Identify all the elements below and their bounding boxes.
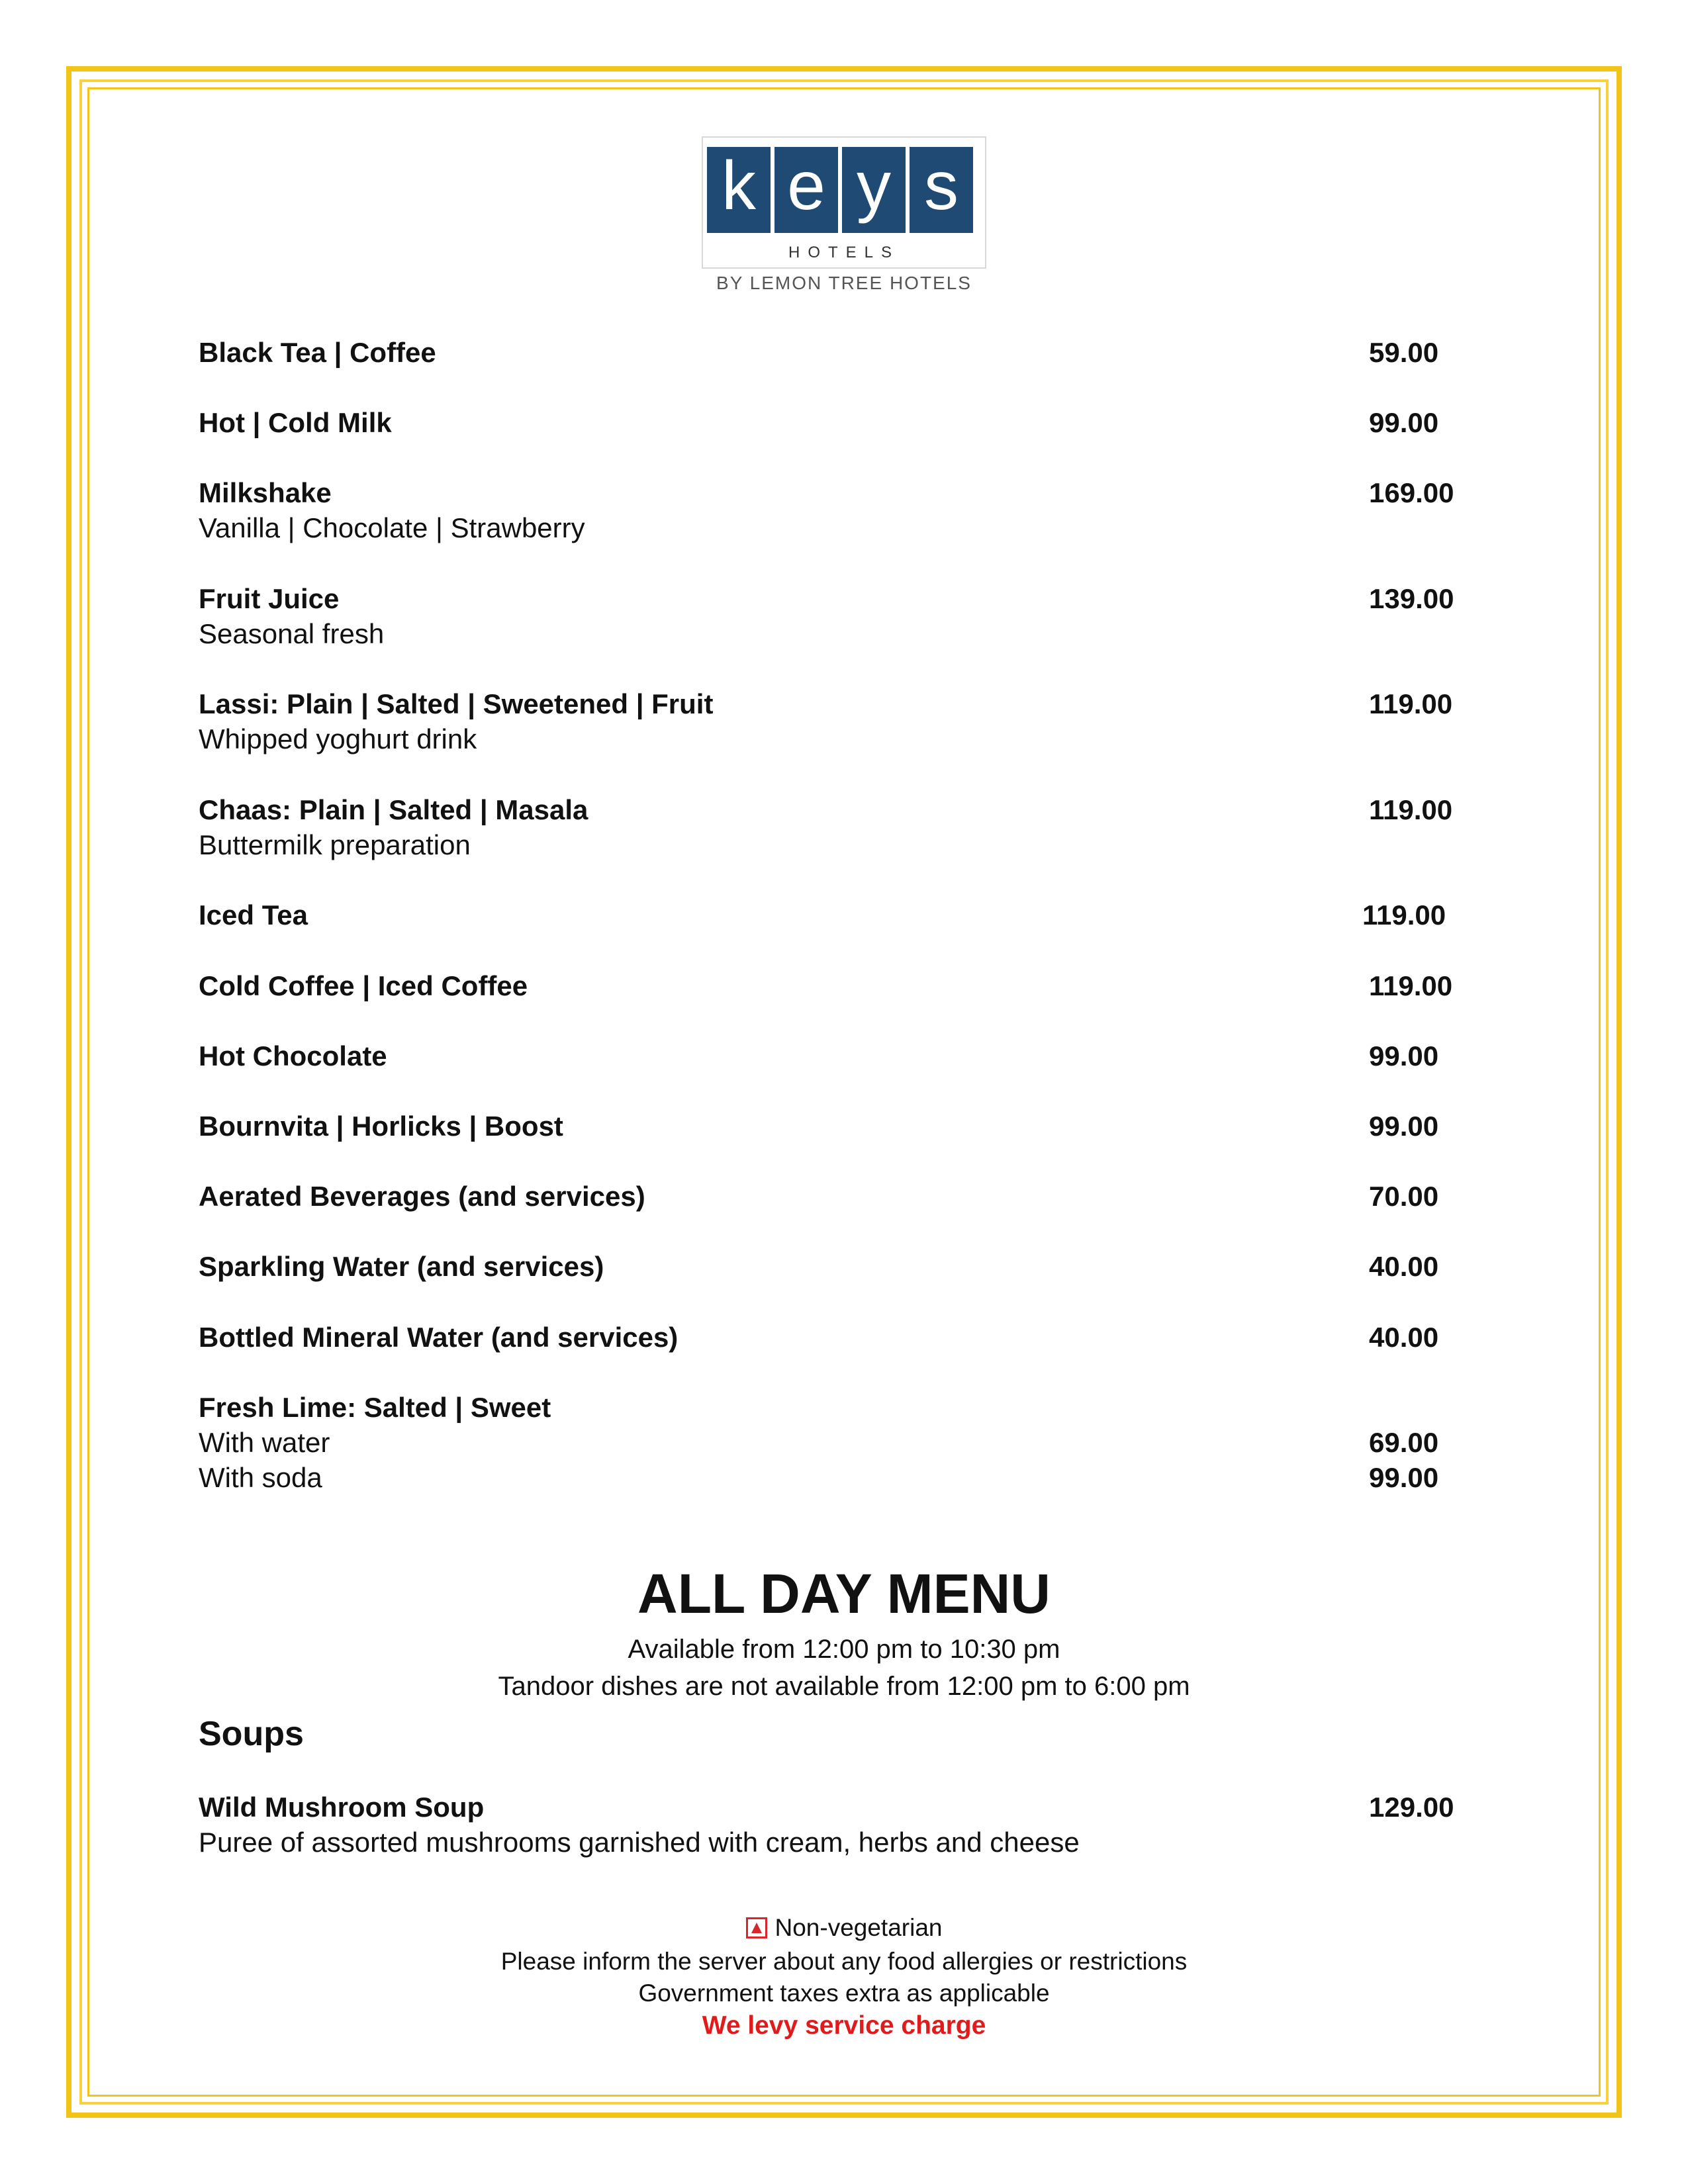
item-name: Sparkling Water (and services) (199, 1251, 604, 1282)
non-vegetarian-icon (746, 1917, 767, 1938)
menu-item (199, 1038, 1470, 1073)
item-option-label: With water (199, 1427, 330, 1458)
menu-item (199, 1390, 1470, 1495)
item-option-label: With soda (199, 1462, 322, 1493)
legend-label: Non-vegetarian (774, 1914, 943, 1941)
logo-letter-y: y (842, 147, 906, 233)
keys-hotels-logo (702, 136, 986, 269)
item-price: 169.00 (1369, 477, 1454, 508)
item-name: Fresh Lime: Salted | Sweet (199, 1392, 551, 1423)
menu-item (199, 335, 1470, 370)
availability-note: Available from 12:00 pm to 10:30 pm (628, 1635, 1060, 1664)
legend-line (0, 1914, 1688, 1942)
item-price: 119.00 (1369, 794, 1453, 825)
tax-note: Government taxes extra as applicable (638, 1979, 1050, 2007)
item-option-price: 99.00 (1369, 1462, 1439, 1493)
item-name: Iced Tea (199, 899, 308, 931)
item-name: Black Tea | Coffee (199, 337, 436, 368)
logo-letter-s: s (910, 147, 973, 233)
logo-by-line: BY LEMON TREE HOTELS (716, 273, 972, 293)
logo-hotels-text: HOTELS (788, 244, 900, 261)
logo-letter-e: e (774, 147, 838, 233)
menu-item (199, 792, 1470, 862)
item-name: Hot | Cold Milk (199, 407, 392, 438)
item-description: Whipped yoghurt drink (199, 723, 477, 754)
menu-item (199, 581, 1470, 651)
item-name: Chaas: Plain | Salted | Masala (199, 794, 588, 825)
item-price: 129.00 (1369, 1792, 1454, 1823)
item-name: Cold Coffee | Iced Coffee (199, 970, 528, 1001)
menu-item (199, 1179, 1470, 1214)
tandoor-note: Tandoor dishes are not available from 12:00 pm to 6:00 pm (498, 1672, 1190, 1701)
menu-item (199, 968, 1470, 1003)
logo-letter-k: k (707, 147, 771, 233)
item-name: Milkshake (199, 477, 332, 508)
item-option-price: 69.00 (1369, 1427, 1439, 1458)
section-title-soups: Soups (199, 1715, 304, 1753)
item-name: Lassi: Plain | Salted | Sweetened | Fruit (199, 688, 714, 719)
item-price: 99.00 (1369, 1040, 1439, 1071)
menu-item (199, 897, 1470, 933)
item-price: 139.00 (1369, 583, 1454, 614)
all-day-menu-title: ALL DAY MENU (637, 1563, 1051, 1625)
menu-item (199, 686, 1470, 756)
item-price: 99.00 (1369, 407, 1439, 438)
item-price: 119.00 (1369, 688, 1453, 719)
menu-item (199, 1790, 1470, 1860)
item-price: 40.00 (1369, 1251, 1439, 1282)
item-price: 70.00 (1369, 1181, 1439, 1212)
item-name: Bournvita | Horlicks | Boost (199, 1111, 563, 1142)
menu-item (199, 1109, 1470, 1144)
item-name: Hot Chocolate (199, 1040, 387, 1071)
item-name: Aerated Beverages (and services) (199, 1181, 645, 1212)
allergy-note: Please inform the server about any food allergies or restrictions (500, 1948, 1188, 1975)
item-name: Wild Mushroom Soup (199, 1792, 485, 1823)
item-description: Buttermilk preparation (199, 829, 471, 860)
item-description: Puree of assorted mushrooms garnished with cream, herbs and cheese (199, 1827, 1080, 1858)
item-price: 40.00 (1369, 1322, 1439, 1353)
item-description: Seasonal fresh (199, 618, 385, 649)
menu-item (199, 1320, 1470, 1355)
service-charge-note: We levy service charge (702, 2011, 986, 2040)
item-price: 59.00 (1369, 337, 1439, 368)
item-name: Bottled Mineral Water (and services) (199, 1322, 679, 1353)
menu-item (199, 1249, 1470, 1284)
menu-item (199, 405, 1470, 440)
item-price: 119.00 (1362, 899, 1446, 931)
logo-letter-boxes (707, 147, 973, 233)
item-price: 119.00 (1369, 970, 1453, 1001)
item-name: Fruit Juice (199, 583, 340, 614)
item-description: Vanilla | Chocolate | Strawberry (199, 512, 585, 543)
item-price: 99.00 (1369, 1111, 1439, 1142)
menu-item (199, 475, 1470, 545)
